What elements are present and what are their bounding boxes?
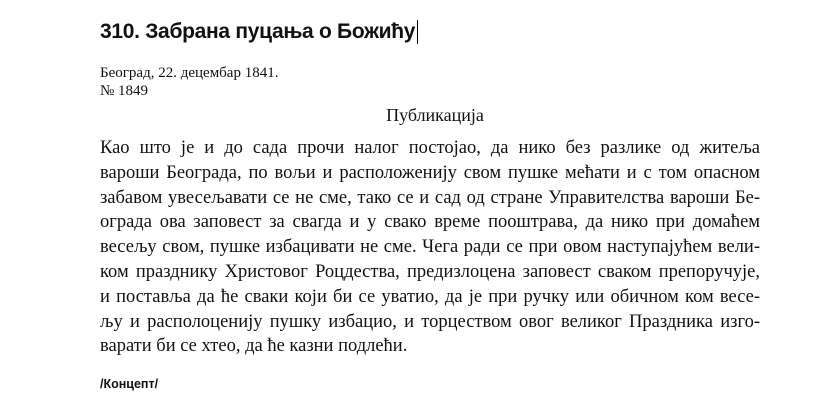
body-line: Као што је и до сада прочи налог постојао, да нико без разлике од житеља [100,138,760,158]
footer-concept-label: /Концепт/ [100,377,159,391]
body-line: варати би се хтео, да ће казни подлећи. [100,336,408,357]
heading-line [100,17,418,47]
text-cursor [417,20,418,44]
document-number: № 1849 [100,83,149,99]
body-line: ком празднику Христовог Роцдества, предизлоцена заповест сваком препоручује, [100,261,760,282]
body-line: и поставља да ће сваки који би се уватио, да је при ручку или обичном ком весе- [100,286,760,307]
body-line: љу и располоценију пушку избацио, и торцеством овог великог Праздника изго- [100,311,760,332]
document-meta [100,64,278,100]
body-line: ограда ова заповест за свагда и у свако време пооштрава, да нико при домаћем [100,212,760,233]
body-line: вароши Београда, по вољи и расположенију свом пушке мећати и с том опасном [100,162,760,183]
body-line: весељу свом, пушке избацивати не сме. Чега ради се при овом наступајућем вели- [100,237,760,258]
body-line: забавом увесељавати се не сме, тако се и сад од стране Управителства вароши Бе- [100,187,760,208]
body-paragraph [100,136,760,359]
publication-title: Публикација [386,105,484,125]
place-date: Београд, 22. децембар 1841. [100,65,279,81]
document-heading: 310. Забрана пуцања о Божићу [100,20,416,43]
